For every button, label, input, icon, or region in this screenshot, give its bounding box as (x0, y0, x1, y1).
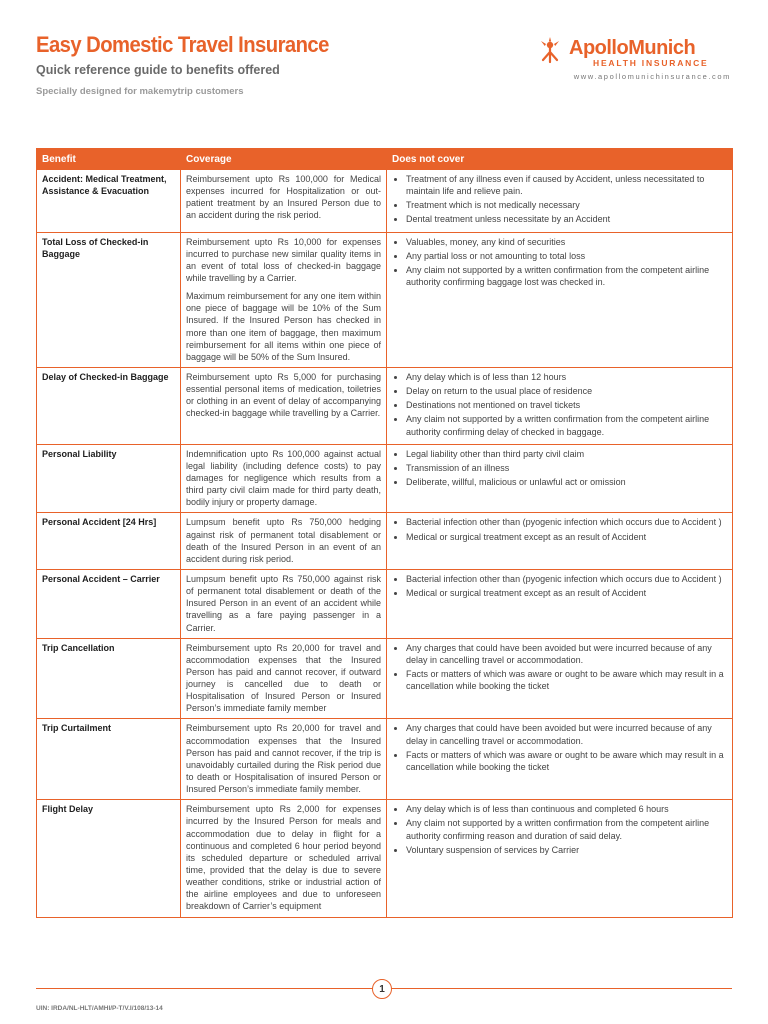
coverage-text: Reimbursement upto Rs 20,000 for travel and accommodation expenses that the Insured Person has paid and cannot recover, if the trip is unavoidably curtailed during the Risk period due to death or Hospitalisation of insured Person or Insured Person’s immediate family member. (186, 723, 381, 795)
header-coverage: Coverage (181, 149, 387, 170)
exclusion-item: • Destinations not mentioned on travel tickets (406, 399, 727, 411)
coverage-text: Reimbursement upto Rs 100,000 for Medical expenses incurred for Hospitalization or out-patient treatment by an Insured Person due to an accident during the risk period. (186, 174, 381, 221)
table-row (37, 513, 733, 570)
coverage-text: Reimbursement upto Rs 20,000 for travel and accommodation expenses that the Insured Person has paid and cannot recover, if outward journey is cancelled due to death or Hospitalisation of Insured Person or Insured Person’s immediate family member (186, 642, 381, 714)
exclusions-list (392, 803, 727, 856)
table-row (37, 638, 733, 719)
exclusions-cell (387, 232, 733, 367)
exclusion-item: • Any charges that could have been avoided but were incurred because of any delay in cancelling travel or accommodation. (406, 722, 727, 746)
benefit-name: Trip Cancellation (37, 638, 181, 719)
page-tagline: Specially designed for makemytrip customers (36, 86, 244, 97)
page-subtitle: Quick reference guide to benefits offered (36, 63, 280, 77)
document-header (36, 32, 736, 102)
exclusions-cell (387, 800, 733, 917)
exclusions-list (392, 371, 727, 438)
benefit-name: Personal Accident – Carrier (37, 569, 181, 638)
coverage-cell (181, 367, 387, 444)
exclusions-list (392, 642, 727, 693)
logo-brand-name: ApolloMunich (569, 37, 696, 59)
coverage-cell (181, 569, 387, 638)
benefit-name: Accident: Medical Treatment, Assistance & Evacuation (37, 170, 181, 233)
table-row (37, 719, 733, 800)
coverage-text: Reimbursement upto Rs 10,000 for expenses incurred to purchase new similar quality items in an event of total loss of checked-in baggage while travelling by a Carrier. (186, 236, 381, 283)
exclusion-item: • Delay on return to the usual place of residence (406, 385, 727, 397)
coverage-text: Indemnification upto Rs 100,000 against actual legal liability (including defence costs) to pay damages for negligence which results from a third party civil claim made for third party death, bodily injury or property damage. (186, 448, 381, 508)
exclusions-cell (387, 170, 733, 233)
coverage-text: Maximum reimbursement for any one item within one piece of baggage will be 10% of the Sum Insured. If the Insured Person has checked in more than one item of baggage, then maximum reimbursement for all items within one piece of baggage will be 50% of the Sum Insured. (186, 291, 381, 362)
table-row (37, 170, 733, 233)
exclusions-list (392, 516, 727, 542)
exclusions-cell (387, 638, 733, 719)
exclusion-item: • Valuables, money, any kind of securities (406, 236, 727, 248)
exclusion-item: • Treatment of any illness even if caused by Accident, unless necessitated to maintain life and relieve pain. (406, 173, 727, 197)
exclusion-item: • Any delay which is of less than 12 hours (406, 371, 727, 383)
benefit-name: Flight Delay (37, 800, 181, 917)
website-url: www.apollomunichinsurance.com (573, 72, 731, 81)
exclusions-cell (387, 719, 733, 800)
coverage-cell (181, 444, 387, 513)
exclusion-item: • Legal liability other than third party civil claim (406, 448, 727, 460)
benefit-name: Delay of Checked-in Baggage (37, 367, 181, 444)
coverage-text: Lumpsum benefit upto Rs 750,000 hedging against risk of permanent total disablement or death of the Insured Person in an event of an accident during risk period. (186, 517, 381, 564)
coverage-text: Reimbursement upto Rs 5,000 for purchasing essential personal items of medication, toiletries or clothing in an event of delay of accompanying checked-in baggage while travelling by a Carrier. (186, 371, 381, 419)
exclusion-item: • Any partial loss or not amounting to total loss (406, 250, 727, 262)
exclusion-item: • Dental treatment unless necessitate by an Accident (406, 213, 727, 225)
coverage-cell (181, 800, 387, 917)
exclusion-item: • Medical or surgical treatment except as an result of Accident (406, 587, 727, 599)
page-number: 1 (372, 979, 392, 999)
exclusion-item: • Bacterial infection other than (pyogenic infection which occurs due to Accident ) (406, 573, 727, 585)
exclusions-cell (387, 367, 733, 444)
exclusions-list (392, 573, 727, 599)
exclusion-item: • Transmission of an illness (406, 462, 727, 474)
exclusion-item: • Any claim not supported by a written confirmation from the competent airline authority confirming delay of checked in baggage. (406, 413, 727, 437)
table-row (37, 569, 733, 638)
coverage-cell (181, 170, 387, 233)
exclusions-list (392, 722, 727, 773)
table-row (37, 232, 733, 367)
exclusion-item: • Medical or surgical treatment except as an result of Accident (406, 531, 727, 543)
page-title: Easy Domestic Travel Insurance (36, 32, 329, 57)
header-does-not-cover: Does not cover (387, 149, 733, 170)
coverage-cell (181, 719, 387, 800)
table-header-row (37, 149, 733, 170)
exclusion-item: • Facts or matters of which was aware or ought to be aware which may result in a cancellation while booking the ticket (406, 668, 727, 692)
coverage-cell (181, 638, 387, 719)
benefit-name: Trip Curtailment (37, 719, 181, 800)
exclusion-item: • Voluntary suspension of services by Carrier (406, 844, 727, 856)
exclusions-list (392, 173, 727, 226)
exclusions-list (392, 448, 727, 488)
exclusions-list (392, 236, 727, 289)
exclusions-cell (387, 444, 733, 513)
table-row (37, 800, 733, 917)
benefits-table-body (37, 170, 733, 918)
table-row (37, 367, 733, 444)
exclusion-item: • Facts or matters of which was aware or ought to be aware which may result in a cancellation while booking the ticket (406, 749, 727, 773)
table-row (37, 444, 733, 513)
uin-code: UIN: IRDA/NL-HLT/AMHI/P-T/V.I/108/13-14 (36, 1005, 163, 1012)
benefit-name: Personal Accident [24 Hrs] (37, 513, 181, 570)
coverage-text: Reimbursement upto Rs 2,000 for expenses incurred by the Insured Person for meals and accommodation due to delay in flight for a continuous and completed 6 hour period beyond its scheduled departure or scheduled arrival time, provided that the delay is due to severe weather conditions, strike or industrial action of the airline employees and due to unforeseen breakdown of Carrier’s equipment (186, 804, 381, 912)
exclusion-item: • Treatment which is not medically necessary (406, 199, 727, 211)
benefit-name: Personal Liability (37, 444, 181, 513)
apollo-munich-logo-mark-icon (536, 34, 564, 64)
coverage-cell (181, 513, 387, 570)
logo-brand-sub: HEALTH INSURANCE (593, 58, 709, 68)
exclusion-item: • Any claim not supported by a written confirmation from the competent airline authority confirming baggage lost was checked in. (406, 264, 727, 288)
exclusion-item: • Any charges that could have been avoided but were incurred because of any delay in cancelling travel or accommodation. (406, 642, 727, 666)
exclusions-cell (387, 513, 733, 570)
coverage-cell (181, 232, 387, 367)
coverage-text: Lumpsum benefit upto Rs 750,000 against risk of permanent total disablement or death of the Insured Person in an event of an accident while travelling as a fare paying passenger in a Carrier. (186, 573, 381, 633)
exclusion-item: • Deliberate, willful, malicious or unlawful act or omission (406, 476, 727, 488)
benefits-table (36, 148, 733, 918)
exclusion-item: • Any delay which is of less than continuous and completed 6 hours (406, 803, 727, 815)
exclusion-item: • Bacterial infection other than (pyogenic infection which occurs due to Accident ) (406, 516, 727, 528)
benefit-name: Total Loss of Checked-in Baggage (37, 232, 181, 367)
exclusions-cell (387, 569, 733, 638)
exclusion-item: • Any claim not supported by a written confirmation from the competent airline authority confirming reason and duration of said delay. (406, 817, 727, 841)
header-benefit: Benefit (37, 149, 181, 170)
